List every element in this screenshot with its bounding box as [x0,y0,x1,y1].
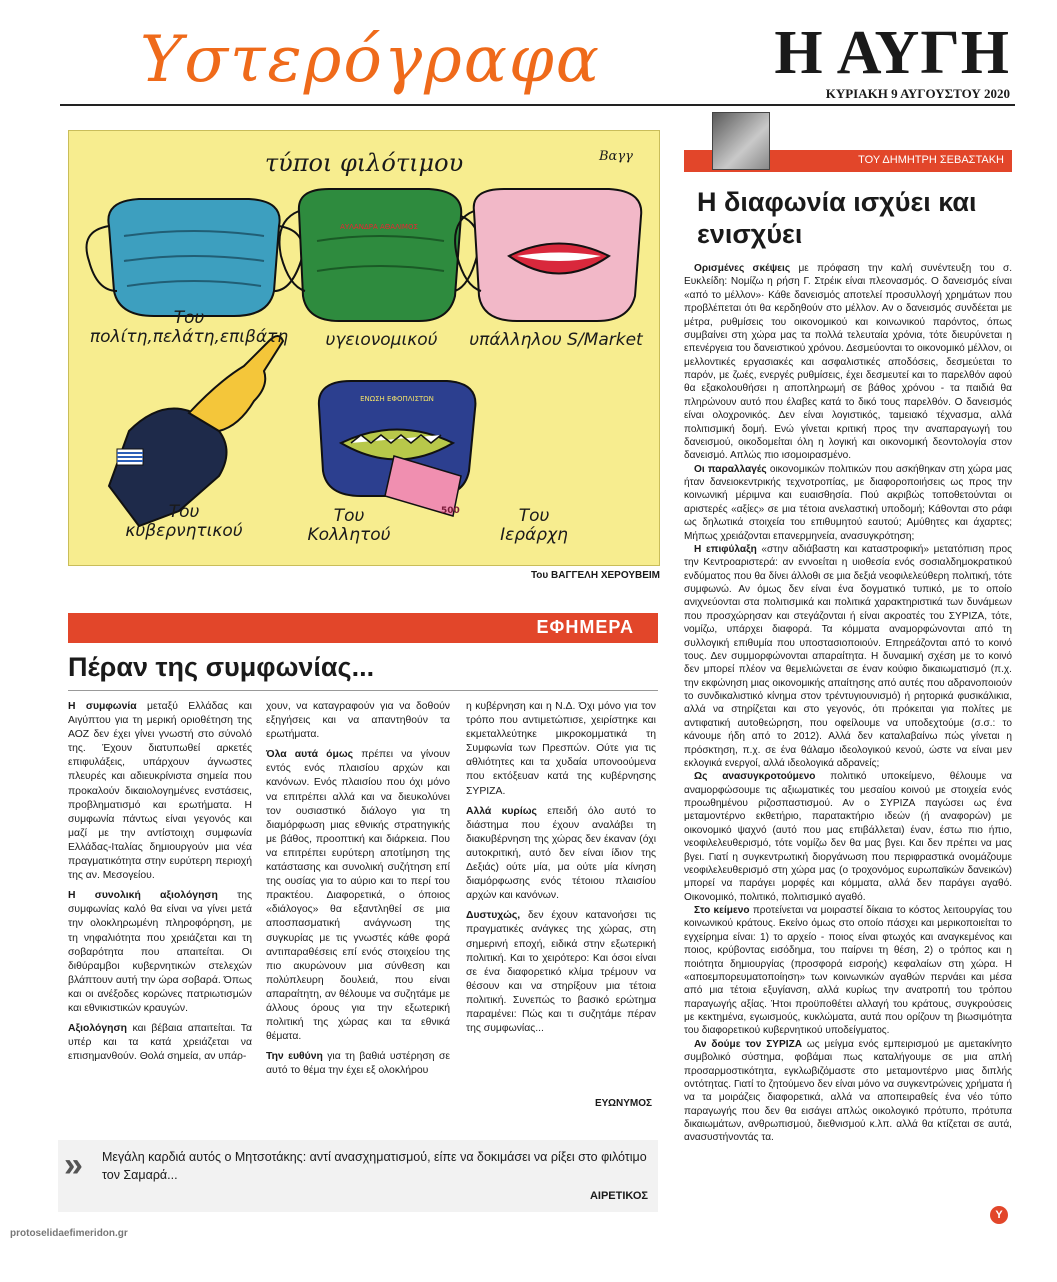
label-supermarket: υπάλληλου S/Market [469,330,643,350]
mask-green-print: ΑΥΛΑΝΔΡΑ ΑΘΑΛΙΜΟΣ [340,223,418,231]
label-cleric: Του Ιεράρχη [500,506,568,545]
author-photo [712,112,770,170]
mask-green-icon [279,189,478,321]
paragraph: Όλα αυτά όμως πρέπει να γίνουν εντός ενός πλαισίου αρχών και κανόνων. Ενός πλαισίου που όχι μόνο να επιτρέπει αλλά και να διευκολύνει τον ουσιαστικό διάλογο για τη διαμόρφωση μιας εθνικής στρατηγικής με βάθος, προοπτική και διάρκεια. Που να επιτρέπει ευρύτερη αποτίμηση της κατάστασης και συνολική συζήτηση επί της ουσίας για το αύριο και το περί του πρακτέου. Διαφορετικά, ο όποιος «διάλογος» θα εξαντληθεί σε μια αποσπασματική ανάγνωση της συγκυρίας με τις γνωστές κάθε φορά αντιπαραθέσεις επί ενός στοιχείου της πιο ακυρώνουν μια σύνθεση και πολύπλευρη δουλειά, που είναι απαραίτητη, αν θέλουμε να συζητάμε με άλλους όρους για την εξωτερική πολιτική της χώρας και τα εθνικά θέματα. [266,749,450,1043]
mask-pink-icon [455,189,641,321]
section-title: Υστερόγραφα [140,23,601,97]
paragraph: Την ευθύνη για τη βαθιά υστέρηση σε αυτό το θέμα την έχει εξ ολοκλήρου [266,1051,450,1077]
paragraph: Αλλά κυρίως επειδή όλο αυτό το διάστημα που έχουν αναλάβει τη διακυβέρνηση της χώρας δεν έκαναν (όχι αυτοκριτική, αυτό δεν είναι ίδιον της Δεξιάς) ούτε μία, μα ούτε μία κίνηση διαμόρφωσης ενός τέτοιου πλαισίου αρχών και κανόνων. [466,805,657,902]
quote-box [58,1140,658,1212]
quote-signature: ΑΙΡΕΤΙΚΟΣ [589,1190,648,1202]
paragraph: Αξιολόγηση και βέβαια απαιτείται. Τα υπέρ και τα κατά χρειάζεται να επισημανθούν. Θολά σημεία, αν υπάρ- [68,1023,252,1063]
paragraph: η κυβέρνηση και η Ν.Δ. Όχι μόνο για τον τρόπο που αντιμετώπισε, χειρίστηκε και εκμεταλλεύτηκε μικροκομματικά τη Συμφωνία των Πρεσπών. Ούτε για τις αθλιότητες και τα χυδαία υπονοούμενα που εκτόξευαν κατά της κυβέρνησης ΣΥΡΙΖΑ. [466,701,656,797]
cartoon-panel [68,130,660,566]
pointing-hand-icon [109,336,283,526]
newspaper-name: Η ΑΥΓΗ [774,19,1010,87]
label-health-worker: υγειονομικού [325,330,438,350]
paragraph: Η συνολική αξιολόγηση της συμφωνίας καλό θα είναι να γίνει μετά την ολοκληρωμένη πληροφόρηση, με τη νηφαλιότητα που χρειάζεται και τη σοβαρότητα που απαιτείται. Οι διθύραμβοι κυβερνητικών στελεχών βλάπτουν αυτή την ώρα σοβαρά. Όπως και οι ανέξοδες κορώνες πατριωτισμών και εθνικιστικών κραυγών. [68,890,252,1014]
paragraph: Αν δούμε τον ΣΥΡΙΖΑ ως μείγμα ενός εμπειρισμού με αμετακίνητο συμβολικό σύστημα, φοβάμαι πως καταλήγουμε σε μια απλή προσαρμοστικότητα, εγκλωβιζόμαστε στο μεταμοντέρνο μιας διπλής οντότητας. Γιατί το ζητούμενο δεν είναι μόνο να συγκεντρώνεις χρήματα ή να τα μοιράζεις διαφορετικά, αλλά να αποπειραθείς ένα νέο τύπο παραγωγής που δεν θα εισάγει απλώς οικολογικό πρότυπο, πρότυπα δικαιωμάτων, ανθρωπισμού, διεθνισμού κ.λπ. αλλά θα κτίζεται σε αυτά, ανασυστήνοντάς τα. [684,1038,1013,1144]
label-government: Του κυβερνητικού [125,502,243,541]
section-label: ΕΦΗΜΕΡΑ [536,617,634,637]
opinion-headline: Η διαφωνία ισχύει και ενισχύει [697,187,977,249]
paragraph: Η συμφωνία μεταξύ Ελλάδας και Αιγύπτου για τη μερική οριοθέτηση της ΑΟΖ δεν έχει γίνει γνωστή στο σύνολό της. Έχουν διατυπωθεί αρκετές επιφυλάξεις, υπάρχουν άγνωστες πλευρές και αδιευκρίνιστα σημεία που προκαλούν δικαιολογημένες ενστάσεις, προβληματισμό και ερωτήματα. Η συμφωνία πάντως είναι γεγονός και μαζί με την αντίστοιχη συμφωνία Ελλάδας-Ιταλίας δημιουργούν μια νέα πραγματικότητα στην ευρύτερη περιοχή της αν. Μεσογείου. [68,701,252,882]
issue-date: ΚΥΡΙΑΚΗ 9 ΑΥΓΟΥΣΤΟΥ 2020 [825,86,1010,101]
mask-blue-icon [87,199,303,316]
ephimera-column-3 [466,700,656,1042]
paragraph: Στο κείμενο προτείνεται να μοιραστεί δίκαια το κόστος λειτουργίας του κοινωνικού κράτους. Εκείνο όμως στο οποίο πάσχει και μερικοποιείται το εγχείρημα είναι: 1) το αρχείο - ποιος είναι φτωχός και αναγκεμένος και ποιος, κρύβοντας εισόδημα, του παίρνει τη θέση, 2) ο τρόπος και η ποιότητα δημιουργίας (προσφορά εισροής) κεφαλαίων στη χώρα. Η «αποεμπορευματοποίηση» των κοινωνικών αγαθών περνάει και μέσα από μια τέτοια εξυγίανση, αλλά κυρίως την ανατροπή του τρόπου παραγωγής αξίας. Ήτοι προϋποθέτει αλλαγή του κράτους, συγκρούσεις με κεκτημένα, εγωισμούς, κυκλώματα, αυτά που ορίζουν τη βιωσιμότητα του διαφορετικού κυβερνητικού υποδείγματος. [684,905,1012,1037]
paragraph: χουν, να καταγραφούν για να δοθούν εξηγήσεις και να απαντηθούν τα ερωτήματα. [266,701,450,741]
source-watermark: protoselidaefimeridon.gr [10,1228,128,1239]
paragraph: Ως ανασυγκροτούμενο πολιτικό υποκείμενο, θέλουμε να αναμορφώσουμε τις αξιωματικές του μεσαίου κοινού με στοιχεία ενός προωθημένου ριζοσπαστισμού. Αν ο ΣΥΡΙΖΑ παγώσει ως ένα μεταμοντέρνο εκθετήριο, παρατακτήριο ιδεών (ή αναφορών) με οικονομικό ψαχνό (αυτό που μας επιβάλλεται) έναν, έστω πιο ήπιο, νεοφιλελευθερισμό, τότε νομίζω δεν θα μας βγει. Και δεν πρέπει να μας βγει. Γιατί η συγκεντρωτική διοργάνωση που περιφραστικά ονομάζουμε νεοφιλελευθερισμό στη χώρα μας (ο τροχονόμος ευρωπαϊκών δανεικών) μπορεί να παράγει μορφές και κόμματα, αλλά δεν παράγει αγαθό. Οικονομικό, πολιτικό, πολιτισμικό αγαθό. [684,771,1012,903]
label-citizen: Του πολίτη,πελάτη,επιβάτη [89,308,289,347]
cartoon-credit: Του ΒΑΓΓΕΛΗ ΧΕΡΟΥΒΕΙΜ [530,570,660,581]
cartoon-title: τύποι φιλότιμου [264,149,464,177]
ephimera-column-2 [266,700,450,1084]
paragraph: Δυστυχώς, δεν έχουν κατανοήσει τις πραγματικές ανάγκες της χώρας, στη σημερινή εποχή, ειδικά στην εξωτερική πολιτική. Και το χειρότερο: Και όσοι είναι σε ένα διαφορετικό κλίμα τρέμουν να θέσουν και να στηρίξουν μια τέτοια πολιτική. Συνεπώς το βασικό ερώτημα παραμένει: Πώς και τι συζητάμε πέραν της συμφωνίας... [466,910,656,1035]
paragraph: Ορισμένες σκέψεις με πρόφαση την καλή συνέντευξη του σ. Ευκλείδη: Νομίζω η ρήση Γ. Στρέικ είναι πλεονασμός. Ο δανεισμός είναι «από το μέλλον»· Κάθε δανεισμός αποτελεί προσυλλογή χρημάτων που προβλέπεται ότι θα κερδηθούν στο μέλλον. Αν ο δανεισμός συνδέεται με μέτρα, ρυθμίσεις του οικονομικού και κοινωνικού παρόντος, όπως συμβαίνει στη χώρα μας τα πολλά τελευταία χρόνια, τότε διευρύνεται η επενέργεια του δανειστικού χρόνου. Δεσμεύονται το οικονομικό μέλλον, οι μελλοντικές εργασιακές και ασφαλιστικές αποδόσεις, δεσμεύεται το παρόν, με ζωές, ενεργές ρυθμίσεις, έχει δεσμευτεί και το παρελθόν αφού θα εξακολουθήσει η αποπληρωμή σε βάθος χρόνου - τα παιδιά θα πληρώνουν αυτό που έλαβες κατά το δικό τους παρελθόν. Ο δανεισμός είναι ολοχρονικός. Δεν είναι λογιστικός, ταμειακό τέχνασμα, αλλά πολιτισμική δομή. Ενώ γίνεται κριτική προς την αναπαραγωγή του δανεισμού, οικοδομείται όλη η λογική και οικονομική δεοντολογία στον δανεισμό. Απλώς πιο ισομοιρασμένο. [684,263,1013,462]
section-bar [68,613,658,643]
ephimera-column-1 [68,700,252,1070]
banknote-value: 500 [441,506,460,516]
end-mark-icon: Υ [990,1206,1008,1224]
ephimera-headline: Πέραν της συμφωνίας... [68,652,375,682]
mask-navy-icon [319,381,476,516]
label-crony: Του Κολλητού [307,506,391,545]
quote-text: Μεγάλη καρδιά αυτός ο Μητσοτάκης: αντί ανασχηματισμού, είπε να δοκιμάσει να ρίξει στο φιλότιμο τον Σαμαρά... [102,1150,647,1182]
opinion-body [684,262,1012,1145]
paragraph: Η επιφύλαξη «στην αδιάβαστη και καταστροφική» μετατόπιση προς την Κεντροαριστερά: αν εννοείται η υιοθεσία ενός σοσιαλδημοκρατικού ενδύματος που θα δίνει άλλοθι σε μια δεξιά νεοφιλελεύθερη πολιτική, τότε συμφωνώ. Αν όμως δεν είναι ένα δογματικό τυπικό, με το οποίο ανιχνεύονται στα πολιτισμικά και πολιτικά χαρακτηριστικά των δυνάμεων που προσχώρησαν και στεγάζονται ή είναι ακροατές του ΣΥΡΙΖΑ, τότε, νομίζω, υπάρχει διαφορά. Τα κόμματα αναμορφώνονται από τη συλλογική επιθυμία που υποστασιοποιούν. Επηρεάζονται από το κοινό τους. Δεν συμμορφώνονται απαραίτητα. Η δυναμική σχέση με το κοινό δεν μπορεί πλέον να θεμελιώνεται σε έναν κούφιο δικαιωματισμό (π.χ. την εκφώνηση μιας οικονομικής απαίτησης από αυτές που αδρανοποιούν το συνδικαλιστικό κίνημα στον τρέντυγιουνισμό) ή ρητορικά φυσικάλικια, αλλά να στηρίζεται και στο γεγονός, ότι πρόκειται για πολίτες με αντιφατική αυτοθεώρηση, που οφείλουμε να υποδεχτούμε (σ.σ.: το κάνουμε ήδη από το 2012). Αλλά δεν καταλαβαίνω πώς γίνεται η πρόσκτηση, π.χ. σε ένα θάλαμο ιδεολογικού κενού, ώστε να είναι μεν εκλογικά ενεργοί, αλλά ιδεολογικά αδρανείς; [684,543,1012,769]
paragraph: Οι παραλλαγές οικονομικών πολιτικών που ασκήθηκαν στη χώρα μας ήταν δανειοκεντρικής τεχνοτροπίας, με διαφοροποιήσεις ως προς την κοινωνική μέριμνα και ευαισθησία. Πού ακριβώς τοποθετούνται οι αριστερές «αξίες» σε μια τέτοια ανελαστική υποδομή; Κάθονται στο ράφι ως δηλωτικά στοιχεία του επιθυμητού εαυτού; Αμύθητες και άχαρτες; Μήπως χρειάζονται επανερμηνεία, ανασυγκρότηση; [684,463,1012,542]
double-chevron-icon: » [64,1146,83,1184]
mask-navy-print: ΕΝΩΣΗ ΕΦΟΠΛΙΣΤΩΝ [360,395,434,403]
headline-rule [68,690,658,691]
top-rule [60,104,1015,106]
author-name: ΤΟΥ ΔΗΜΗΤΡΗ ΣΕΒΑΣΤΑΚΗ [858,154,1004,166]
ephimera-signature: ΕΥΩΝΥΜΟΣ [595,1098,652,1109]
cartoon-signature: Βαγγ [599,149,633,164]
